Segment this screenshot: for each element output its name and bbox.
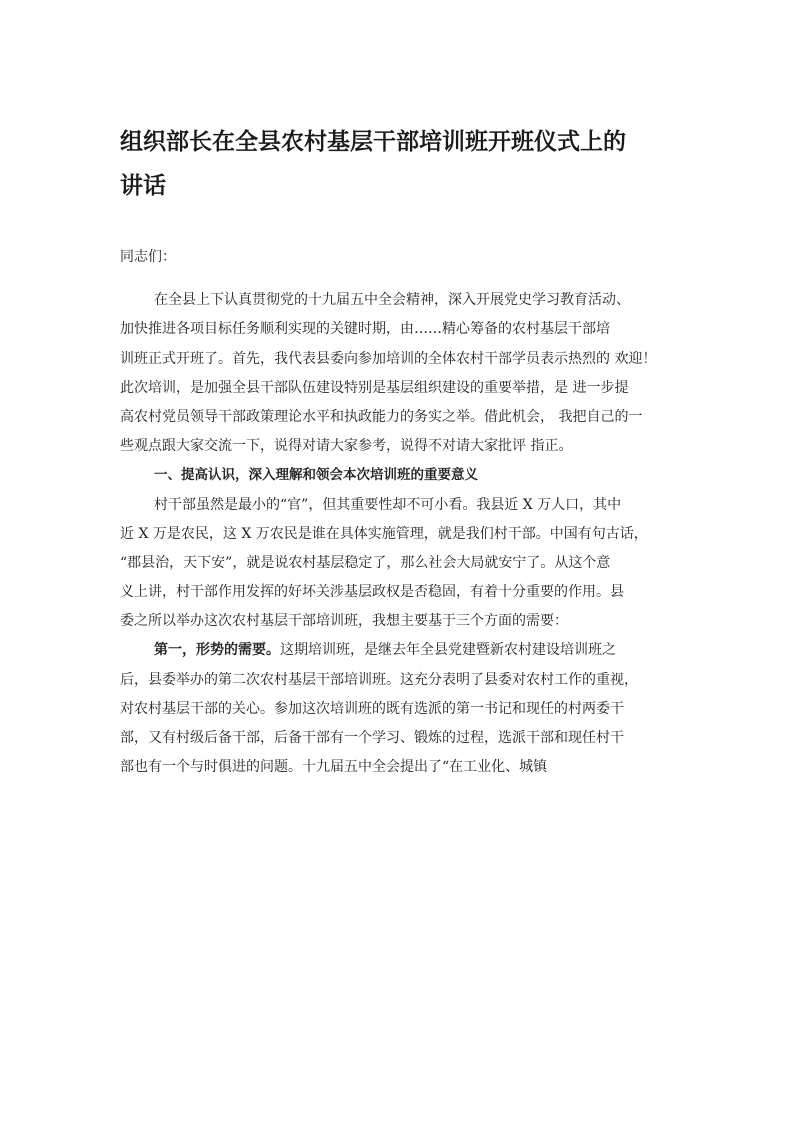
paragraph-line: 义上讲，村干部作用发挥的好坏关涉基层政权是否稳固，有着十分重要的作用。县 xyxy=(120,584,624,601)
paragraph-line: 村干部虽然是最小的“官”，但其重要性却不可小看。我县近 X 万人口，其中 xyxy=(154,496,622,513)
paragraph-importance xyxy=(120,491,700,637)
section-heading: 一、提高认识，深入理解和领会本次培训班的重要意义 xyxy=(154,467,478,484)
paragraph-line: 在全县上下认真贯彻党的十九届五中全会精神，深入开展党史学习教育活动、 xyxy=(154,292,630,309)
paragraph-line: 加快推进各项目标任务顺利实现的关键时期，由……精心筹备的农村基层干部培 xyxy=(120,321,610,338)
paragraph-line: 委之所以举办这次农村基层干部培训班，我想主要基于三个方面的需要： xyxy=(120,613,568,630)
paragraph-line: 部也有一个与时俱进的问题。十九届五中全会提出了“在工业化、城镇 xyxy=(120,759,548,776)
paragraph-line: 训班正式开班了。首先，我代表县委向参加培训的全体农村干部学员表示热烈的 欢迎！ xyxy=(120,350,657,367)
paragraph-situation xyxy=(120,636,700,782)
paragraph-opening xyxy=(120,286,700,461)
paragraph-line: 后，县委举办的第二次农村基层干部培训班。这充分表明了县委对农村工作的重视， xyxy=(120,671,638,688)
paragraph-line: 对农村基层干部的关心。参加这次培训班的既有选派的第一书记和现任的村两委干 xyxy=(120,700,624,717)
document-title xyxy=(120,120,680,208)
paragraph-line: 部，又有村级后备干部，后备干部有一个学习、锻炼的过程，选派干部和现任村干 xyxy=(120,730,624,746)
document-body xyxy=(120,243,700,782)
paragraph-line: 些观点跟大家交流一下，说得对请大家参考，说得不对请大家批评 指正。 xyxy=(120,438,573,455)
paragraph-line: 此次培训，是加强全县干部队伍建设特别是基层组织建设的重要举措，是 进一步提 xyxy=(120,379,629,396)
paragraph-lead: 第一，形势的需要。 xyxy=(154,642,280,659)
paragraph-text: 这期培训班，是继去年全县党建暨新农村建设培训班之 xyxy=(280,642,616,659)
paragraph-line: 高农村党员领导干部政策理论水平和执政能力的务实之举。借此机会， 我把自己的一 xyxy=(120,408,643,425)
title-line: 讲话 xyxy=(120,173,166,199)
paragraph-line: 近 X 万是农民，这 X 万农民是谁在具体实施管理，就是我们村干部。中国有句古话， xyxy=(120,525,648,542)
title-line: 组织部长在全县农村基层干部培训班开班仪式上的 xyxy=(120,129,626,155)
greeting: 同志们： xyxy=(120,249,176,265)
paragraph-line xyxy=(120,636,700,665)
paragraph-line: “郡县治，天下安”，就是说农村基层稳定了，那么社会大局就安宁了。从这个意 xyxy=(120,554,611,571)
